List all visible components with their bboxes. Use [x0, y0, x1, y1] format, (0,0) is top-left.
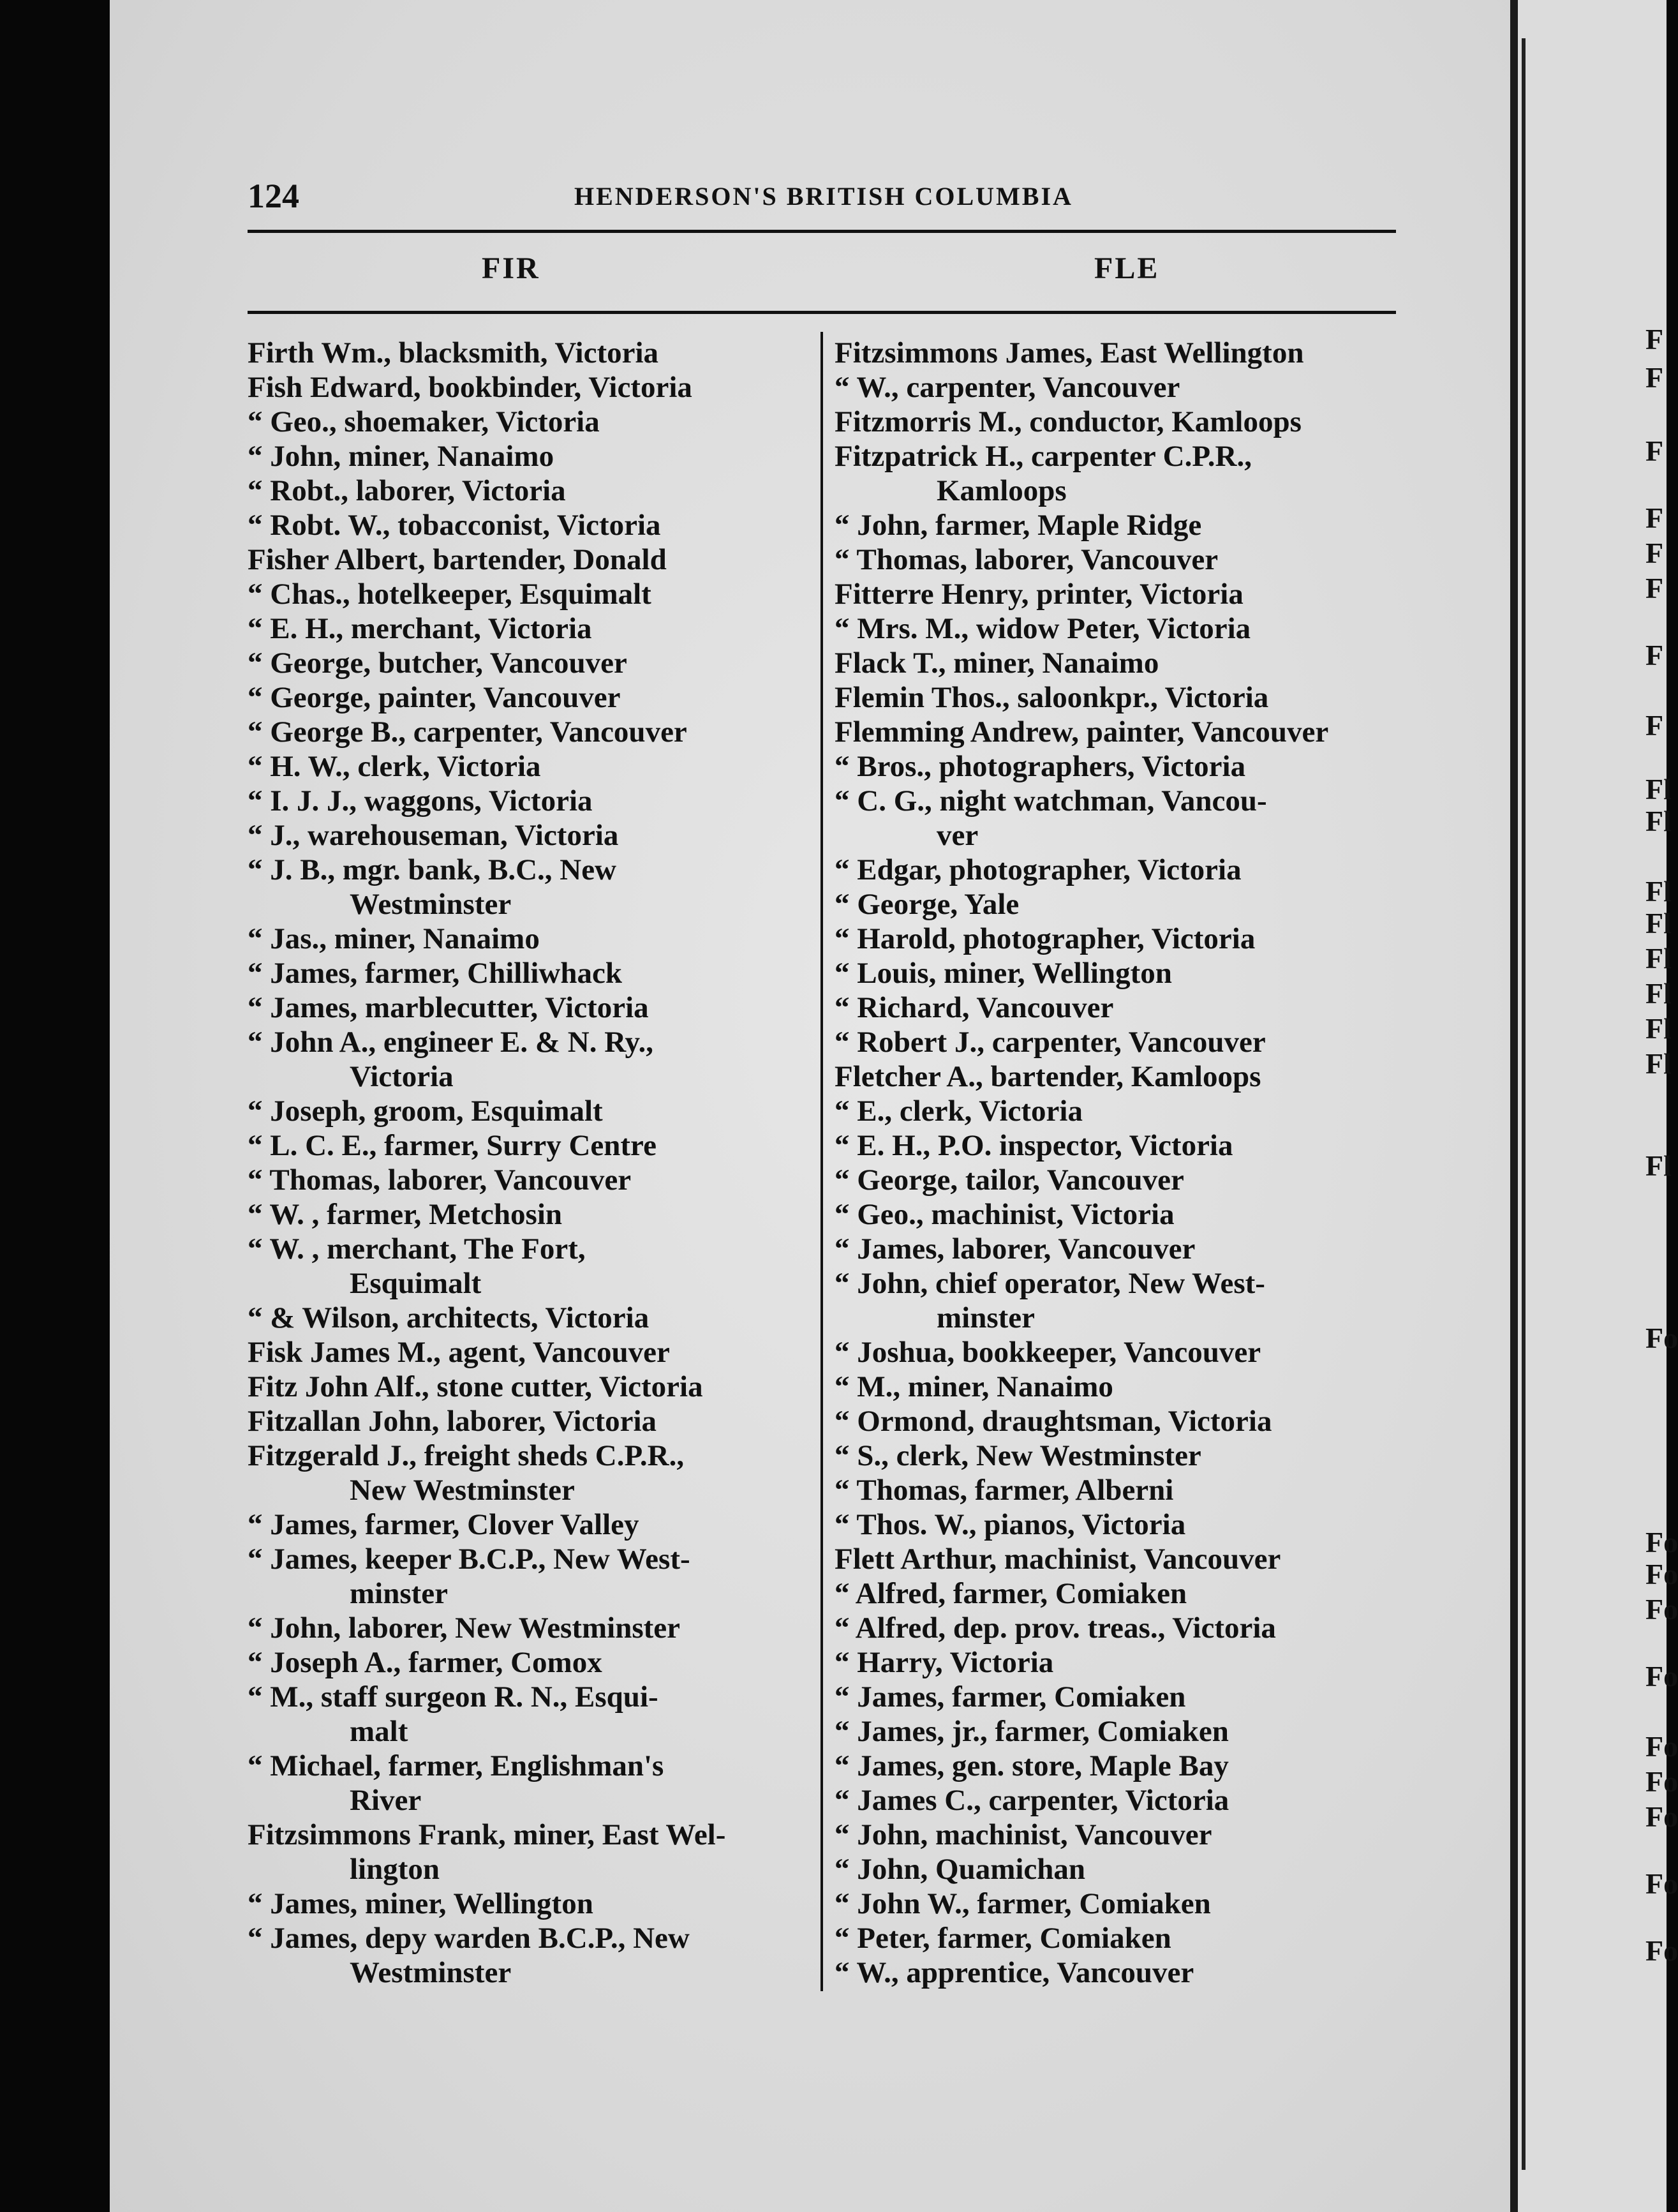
adjacent-page-fragment: F	[1645, 639, 1664, 671]
directory-entry: “ John, chief operator, New West-	[835, 1267, 1265, 1300]
adjacent-page-fragment: F	[1645, 537, 1664, 569]
directory-entry: “ Thomas, farmer, Alberni	[835, 1474, 1174, 1507]
directory-entry: “ J. B., mgr. bank, B.C., New	[248, 853, 616, 886]
directory-entry: ver	[937, 819, 979, 852]
directory-entry: Flack T., miner, Nanaimo	[835, 646, 1159, 680]
directory-entry: Flemming Andrew, painter, Vancouver	[835, 715, 1329, 749]
directory-entry: “ E. H., merchant, Victoria	[248, 612, 592, 645]
directory-entry: Fisk James M., agent, Vancouver	[248, 1336, 670, 1369]
right-column-head: FLE	[1094, 251, 1160, 285]
adjacent-page-fragment: Fo	[1645, 1800, 1678, 1833]
directory-entry: “ Thomas, laborer, Vancouver	[835, 543, 1219, 576]
directory-entry: Westminster	[350, 1956, 512, 1989]
header-rule	[248, 230, 1396, 233]
directory-entry: Fitzsimmons James, East Wellington	[835, 336, 1304, 370]
directory-entry: “ James, depy warden B.C.P., New	[248, 1922, 690, 1955]
directory-entry: “ George, Yale	[835, 888, 1020, 921]
directory-entry: “ W., apprentice, Vancouver	[835, 1956, 1194, 1989]
directory-entry: “ Joseph, groom, Esquimalt	[248, 1095, 603, 1128]
adjacent-page-fragment: Fo	[1645, 1558, 1678, 1590]
directory-entry: “ James, jr., farmer, Comiaken	[835, 1715, 1229, 1748]
directory-entry: lington	[350, 1853, 440, 1886]
directory-entry: “ John, miner, Nanaimo	[248, 440, 554, 473]
adjacent-page-fragment: Fl	[1645, 977, 1672, 1010]
adjacent-page-fragment: F	[1645, 323, 1664, 355]
directory-entry: “ E. H., P.O. inspector, Victoria	[835, 1129, 1233, 1162]
column-divider	[820, 332, 823, 1991]
directory-entry: “ George B., carpenter, Vancouver	[248, 715, 687, 749]
directory-entry: “ John, machinist, Vancouver	[835, 1818, 1212, 1851]
adjacent-page-fragment: Fo	[1645, 1934, 1678, 1967]
directory-entry: “ Edgar, photographer, Victoria	[835, 853, 1242, 886]
directory-entry: “ Chas., hotelkeeper, Esquimalt	[248, 578, 651, 611]
directory-entry: “ Louis, miner, Wellington	[835, 957, 1172, 990]
directory-entry: “ W., carpenter, Vancouver	[835, 371, 1180, 404]
directory-entry: malt	[350, 1715, 408, 1748]
adjacent-page-fragment: Fl	[1645, 1149, 1672, 1182]
directory-entry: Fitzallan John, laborer, Victoria	[248, 1405, 657, 1438]
directory-entry: “ Peter, farmer, Comiaken	[835, 1922, 1171, 1955]
directory-entry: “ S., clerk, New Westminster	[835, 1439, 1201, 1472]
directory-entry: “ Richard, Vancouver	[835, 991, 1114, 1024]
directory-entry: “ Geo., shoemaker, Victoria	[248, 405, 600, 438]
directory-entry: “ Thos. W., pianos, Victoria	[835, 1508, 1186, 1541]
directory-entry: “ Alfred, farmer, Comiaken	[835, 1577, 1187, 1610]
adjacent-page-fragment: Fl	[1645, 907, 1672, 939]
directory-entry: “ James, gen. store, Maple Bay	[835, 1749, 1229, 1782]
directory-entry: Esquimalt	[350, 1267, 482, 1300]
directory-entry: “ Thomas, laborer, Vancouver	[248, 1163, 632, 1197]
directory-entry: “ Robert J., carpenter, Vancouver	[835, 1026, 1266, 1059]
page-number: 124	[248, 177, 299, 215]
directory-entry: “ George, tailor, Vancouver	[835, 1163, 1184, 1197]
directory-entry: “ James C., carpenter, Victoria	[835, 1784, 1229, 1817]
directory-entry: “ C. G., night watchman, Vancou-	[835, 784, 1267, 818]
directory-entry: “ Michael, farmer, Englishman's	[248, 1749, 664, 1782]
directory-entry: “ Geo., machinist, Victoria	[835, 1198, 1175, 1231]
directory-entry: “ Joshua, bookkeeper, Vancouver	[835, 1336, 1261, 1369]
directory-entry: “ & Wilson, architects, Victoria	[248, 1301, 650, 1334]
directory-entry: “ Harry, Victoria	[835, 1646, 1054, 1679]
directory-entry: “ George, painter, Vancouver	[248, 681, 621, 714]
adjacent-page-fragment: Fo	[1645, 1526, 1678, 1558]
right-entries	[835, 336, 1409, 1990]
left-column-head: FIR	[482, 251, 540, 285]
directory-entry: “ James, farmer, Comiaken	[835, 1680, 1186, 1714]
directory-entry: “ Robt., laborer, Victoria	[248, 474, 566, 507]
directory-entry: “ L. C. E., farmer, Surry Centre	[248, 1129, 657, 1162]
directory-entry: “ James, laborer, Vancouver	[835, 1232, 1196, 1266]
directory-entry: “ M., miner, Nanaimo	[835, 1370, 1113, 1403]
directory-entry: “ James, farmer, Chilliwhack	[248, 957, 623, 990]
directory-entry: minster	[350, 1577, 449, 1610]
directory-entry: “ W. , merchant, The Fort,	[248, 1232, 586, 1266]
directory-entry: Westminster	[350, 888, 512, 921]
directory-entry: “ E., clerk, Victoria	[835, 1095, 1083, 1128]
directory-entry: “ Jas., miner, Nanaimo	[248, 922, 540, 955]
adjacent-page-fragment: F	[1645, 502, 1664, 534]
directory-entry: New Westminster	[350, 1474, 575, 1507]
directory-entry: Flemin Thos., saloonkpr., Victoria	[835, 681, 1269, 714]
directory-entry: “ H. W., clerk, Victoria	[248, 750, 541, 783]
directory-entry: “ John, laborer, New Westminster	[248, 1611, 681, 1645]
directory-entry: “ Harold, photographer, Victoria	[835, 922, 1256, 955]
adjacent-page-fragment: Fl	[1645, 805, 1672, 837]
adjacent-page-fragment: Fo	[1645, 1322, 1678, 1354]
directory-entry: “ James, marblecutter, Victoria	[248, 991, 649, 1024]
directory-entry: “ M., staff surgeon R. N., Esqui-	[248, 1680, 658, 1714]
directory-entry: “ Ormond, draughtsman, Victoria	[835, 1405, 1272, 1438]
adjacent-page-fragment: Fl	[1645, 1012, 1672, 1045]
directory-entry: “ Alfred, dep. prov. treas., Victoria	[835, 1611, 1276, 1645]
directory-entry: minster	[937, 1301, 1036, 1334]
directory-entry: Firth Wm., blacksmith, Victoria	[248, 336, 659, 370]
adjacent-page-fragment: F	[1645, 361, 1664, 394]
adjacent-page-fragment: F	[1645, 709, 1664, 742]
directory-entry: “ John W., farmer, Comiaken	[835, 1887, 1211, 1920]
adjacent-page-fragment: Fo	[1645, 1765, 1678, 1798]
directory-entry: “ James, farmer, Clover Valley	[248, 1508, 639, 1541]
adjacent-page-fragment: F	[1645, 572, 1664, 604]
page-edge	[1510, 0, 1518, 2212]
directory-entry: Fitzmorris M., conductor, Kamloops	[835, 405, 1302, 438]
directory-entry: “ Robt. W., tobacconist, Victoria	[248, 509, 661, 542]
directory-entry: Fitzgerald J., freight sheds C.P.R.,	[248, 1439, 685, 1472]
directory-entry: River	[350, 1784, 422, 1817]
page-gutter	[1522, 38, 1526, 2170]
directory-entry: Fitterre Henry, printer, Victoria	[835, 578, 1244, 611]
directory-entry: “ John, farmer, Maple Ridge	[835, 509, 1202, 542]
directory-entry: “ James, keeper B.C.P., New West-	[248, 1543, 690, 1576]
directory-entry: “ W. , farmer, Metchosin	[248, 1198, 563, 1231]
left-entries	[248, 336, 815, 1990]
directory-entry: “ George, butcher, Vancouver	[248, 646, 627, 680]
adjacent-page-fragment: Fl	[1645, 773, 1672, 805]
column-head-rule	[248, 311, 1396, 314]
directory-entry: Victoria	[350, 1060, 454, 1093]
adjacent-page-fragment: Fl	[1645, 1047, 1672, 1080]
directory-entry: “ I. J. J., waggons, Victoria	[248, 784, 593, 818]
adjacent-page-fragment: Fo	[1645, 1730, 1678, 1763]
adjacent-page-fragment: Fl	[1645, 875, 1672, 908]
directory-entry: Fitz John Alf., stone cutter, Victoria	[248, 1370, 703, 1403]
directory-entry: Fitzsimmons Frank, miner, East Wel-	[248, 1818, 726, 1851]
directory-entry: “ John, Quamichan	[835, 1853, 1086, 1886]
adjacent-page-fragment: Fo	[1645, 1660, 1678, 1693]
adjacent-page-fragment: F	[1645, 435, 1664, 467]
directory-entry: Fletcher A., bartender, Kamloops	[835, 1060, 1261, 1093]
directory-entry: “ J., warehouseman, Victoria	[248, 819, 619, 852]
directory-entry: Fisher Albert, bartender, Donald	[248, 543, 667, 576]
directory-entry: Kamloops	[937, 474, 1067, 507]
directory-entry: “ Mrs. M., widow Peter, Victoria	[835, 612, 1251, 645]
directory-entry: “ Joseph A., farmer, Comox	[248, 1646, 602, 1679]
adjacent-page-fragment: Fo	[1645, 1593, 1678, 1625]
directory-entry: Fitzpatrick H., carpenter C.P.R.,	[835, 440, 1252, 473]
directory-entry: “ John A., engineer E. & N. Ry.,	[248, 1026, 653, 1059]
adjacent-page-fragment: Fo	[1645, 1867, 1678, 1900]
adjacent-page-strip	[1518, 0, 1678, 2212]
directory-entry: Flett Arthur, machinist, Vancouver	[835, 1543, 1281, 1576]
directory-entry: Fish Edward, bookbinder, Victoria	[248, 371, 692, 404]
adjacent-page-fragment: Fl	[1645, 942, 1672, 975]
directory-entry: “ Bros., photographers, Victoria	[835, 750, 1246, 783]
running-title: HENDERSON'S BRITISH COLUMBIA	[574, 182, 1073, 211]
directory-entry: “ James, miner, Wellington	[248, 1887, 593, 1920]
